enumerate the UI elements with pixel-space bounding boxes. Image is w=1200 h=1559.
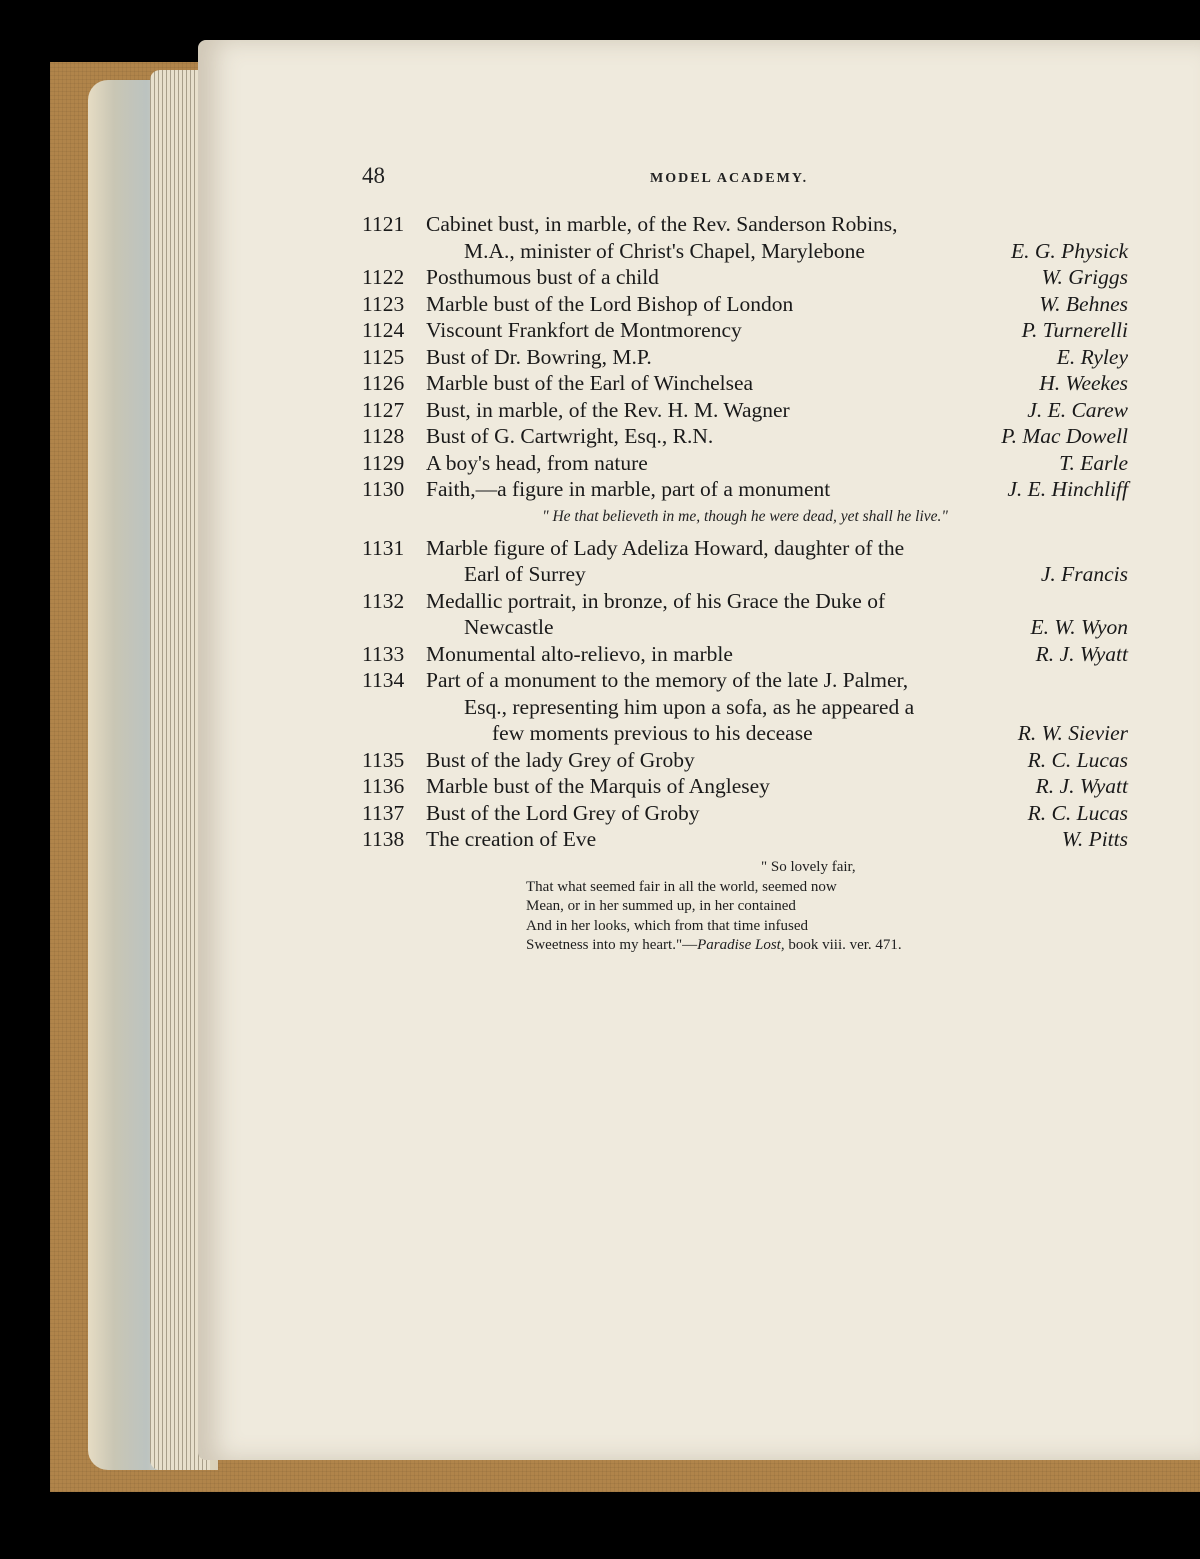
- entry-line: [362, 371, 1128, 398]
- catalogue-entries: [362, 212, 1128, 854]
- verse-text: Sweetness into my heart."—: [526, 937, 698, 953]
- entry-number: 1129: [362, 450, 405, 475]
- entry-number: 1132: [362, 588, 405, 613]
- entry-artist: R. W. Sievier: [1017, 721, 1128, 745]
- entry-description: Marble bust of the Lord Bishop of London: [426, 291, 794, 316]
- entry-line: [362, 265, 1128, 292]
- entry-number: 1137: [362, 800, 405, 825]
- entry-line: [362, 212, 1128, 239]
- entry-artist: R. C. Lucas: [1027, 747, 1128, 772]
- entry-artist: R. J. Wyatt: [1035, 774, 1128, 798]
- entry-description: Bust, in marble, of the Rev. H. M. Wagner: [426, 397, 790, 422]
- entry-line: [362, 562, 1128, 589]
- entry-line: [362, 345, 1128, 372]
- entry-number: 1131: [362, 535, 405, 560]
- entry-description: few moments previous to his decease: [492, 721, 813, 745]
- entry-artist: T. Earle: [1059, 450, 1128, 475]
- entry-line: [362, 318, 1128, 345]
- entry-artist: H. Weekes: [1039, 371, 1128, 395]
- entry-description: Bust of the Lord Grey of Groby: [426, 800, 700, 825]
- entry-number: 1123: [362, 291, 405, 316]
- entry-line: [362, 748, 1128, 775]
- entry-artist: J. E. Hinchliff: [1007, 477, 1128, 501]
- entry-description: Faith,—a figure in marble, part of a monument: [426, 477, 831, 501]
- entry-description: A boy's head, from nature: [426, 450, 648, 475]
- entry-artist: E. G. Physick: [1010, 238, 1128, 263]
- entry-line: [362, 615, 1128, 642]
- entry-line: [362, 477, 1128, 504]
- entry-artist: P. Turnerelli: [1021, 318, 1128, 342]
- entry-number: 1121: [362, 212, 405, 236]
- entry-description: Earl of Surrey: [464, 562, 586, 586]
- verse-citation: book viii. ver. 471.: [784, 937, 902, 953]
- entry-line: [362, 642, 1128, 669]
- entry-line: [362, 774, 1128, 801]
- entry-number: 1127: [362, 397, 405, 422]
- entry-number: 1128: [362, 424, 405, 448]
- verse-line: That what seemed fair in all the world, seemed now: [526, 878, 837, 895]
- epigraph-quote: " He that believeth in me, though he were dead, yet shall he live.": [542, 507, 948, 525]
- entry-description: Marble bust of the Earl of Winchelsea: [426, 371, 754, 395]
- entry-description: Marble bust of the Marquis of Anglesey: [426, 774, 770, 798]
- entry-artist: W. Pitts: [1061, 827, 1128, 851]
- entry-number: 1134: [362, 668, 405, 692]
- entry-line: [362, 239, 1128, 266]
- entry-number: 1122: [362, 265, 405, 289]
- entry-artist: R. C. Lucas: [1027, 800, 1128, 825]
- entry-number: 1130: [362, 477, 405, 501]
- entry-line: [362, 827, 1128, 854]
- page-number: 48: [362, 163, 385, 188]
- entry-number: 1124: [362, 318, 405, 342]
- entry-description: Newcastle: [464, 615, 554, 639]
- entry-line: [362, 668, 1128, 695]
- entry-artist: E. Ryley: [1056, 344, 1128, 369]
- entry-artist: W. Behnes: [1039, 291, 1128, 316]
- entry-description: Medallic portrait, in bronze, of his Grace the Duke of: [426, 588, 886, 613]
- verse-quotation: [526, 858, 902, 956]
- entry-description: M.A., minister of Christ's Chapel, Marylebone: [464, 238, 865, 263]
- page-header: MODEL ACADEMY.: [650, 171, 809, 186]
- entry-description: Bust of Dr. Bowring, M.P.: [426, 344, 652, 369]
- entry-line: [362, 292, 1128, 319]
- entry-description: Bust of the lady Grey of Groby: [426, 747, 695, 772]
- entry-description: Marble figure of Lady Adeliza Howard, daughter of the: [426, 535, 905, 560]
- entry-line: [362, 451, 1128, 478]
- entry-artist: R. J. Wyatt: [1035, 641, 1128, 666]
- entry-number: 1126: [362, 371, 405, 395]
- entry-artist: J. Francis: [1040, 562, 1128, 586]
- entry-description: Part of a monument to the memory of the late J. Palmer,: [426, 668, 909, 692]
- entry-artist: J. E. Carew: [1027, 397, 1128, 422]
- entry-line: [362, 424, 1128, 451]
- verse-line: [526, 936, 902, 956]
- entry-description: Cabinet bust, in marble, of the Rev. Sanderson Robins,: [426, 212, 898, 236]
- entry-number: 1125: [362, 344, 405, 369]
- entry-description: Esq., representing him upon a sofa, as he appeared a: [464, 694, 915, 719]
- entry-line: [362, 695, 1128, 722]
- entry-line: [362, 801, 1128, 828]
- entry-description: Bust of G. Cartwright, Esq., R.N.: [426, 424, 714, 448]
- entry-line: [362, 721, 1128, 748]
- entry-line: [362, 589, 1128, 616]
- entry-description: Monumental alto-relievo, in marble: [426, 641, 733, 666]
- verse-source-title: Paradise Lost,: [697, 937, 785, 953]
- entry-number: 1138: [362, 827, 405, 851]
- entry-number: 1136: [362, 774, 405, 798]
- running-head: [362, 163, 1128, 193]
- entry-number: 1133: [362, 641, 405, 666]
- entry-artist: P. Mac Dowell: [1001, 424, 1128, 448]
- entry-artist: E. W. Wyon: [1030, 615, 1128, 639]
- verse-line: Mean, or in her summed up, in her contained: [526, 898, 796, 914]
- verse-line: And in her looks, which from that time infused: [526, 917, 809, 934]
- entry-description: The creation of Eve: [426, 827, 597, 851]
- entry-description: Viscount Frankfort de Montmorency: [426, 318, 742, 342]
- entry-number: 1135: [362, 747, 405, 772]
- verse-line: " So lovely fair,: [761, 859, 856, 875]
- entry-artist: W. Griggs: [1041, 265, 1128, 289]
- entry-line: [362, 398, 1128, 425]
- entry-line: [362, 536, 1128, 563]
- entry-description: Posthumous bust of a child: [426, 265, 659, 289]
